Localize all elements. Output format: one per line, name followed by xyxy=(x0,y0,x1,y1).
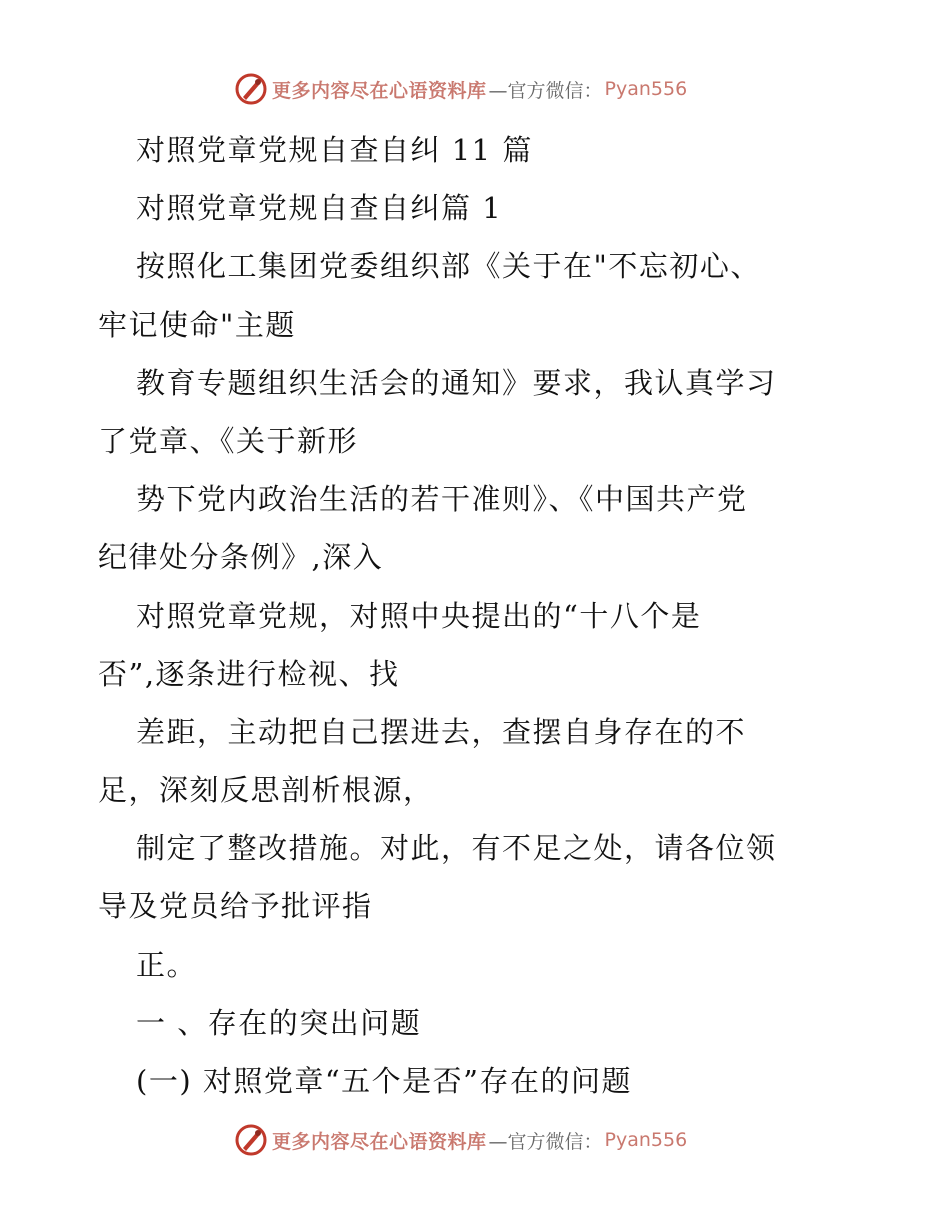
header-watermark xyxy=(234,72,687,106)
paragraph-line: 对照党章党规，对照中央提出的“十八个是 xyxy=(136,598,702,633)
paragraph-line: 纪律处分条例》,深入 xyxy=(98,540,384,575)
watermark-wechat-id: Pyan556 xyxy=(604,78,688,100)
paragraph-line: 按照化工集团党委组织部《关于在"不忘初心、 xyxy=(136,249,761,284)
paragraph-line: 导及党员给予批评指 xyxy=(98,889,373,924)
paragraph-line: 牢记使命"主题 xyxy=(98,307,296,342)
watermark-separator: —官方微信： xyxy=(488,1130,603,1153)
watermark-separator: —官方微信： xyxy=(488,79,603,102)
watermark-main-text: 更多内容尽在心语资料库 xyxy=(272,79,487,102)
paragraph-line: 教育专题组织生活会的通知》要求，我认真学习 xyxy=(136,365,777,400)
watermark-main-text: 更多内容尽在心语资料库 xyxy=(272,1130,487,1153)
document-body xyxy=(98,121,858,1110)
paragraph-line: 否”,逐条进行检视、找 xyxy=(98,656,400,691)
heading-line: 一 、存在的突出问题 xyxy=(136,1005,422,1040)
paragraph-line: 足，深刻反思剖析根源， xyxy=(98,773,434,808)
paragraph-line: 了党章、《关于新形 xyxy=(98,423,359,458)
paragraph-line: 制定了整改措施。对此，有不足之处，请各位领 xyxy=(136,831,777,866)
paragraph-line: 差距，主动把自己摆进去，查摆自身存在的不 xyxy=(136,714,747,749)
paragraph-line: 势下党内政治生活的若干准则》、《中国共产党 xyxy=(136,482,748,517)
pen-logo-icon xyxy=(234,1123,268,1157)
watermark-wechat-id: Pyan556 xyxy=(604,1129,688,1151)
subheading-line: (一) 对照党章“五个是否”存在的问题 xyxy=(136,1064,632,1098)
footer-watermark xyxy=(234,1123,687,1157)
pen-logo-icon xyxy=(234,72,268,106)
doc-title: 对照党章党规自查自纠 11 篇 xyxy=(136,133,533,167)
section-title: 对照党章党规自查自纠篇 1 xyxy=(136,191,503,226)
paragraph-line: 正。 xyxy=(136,947,198,982)
